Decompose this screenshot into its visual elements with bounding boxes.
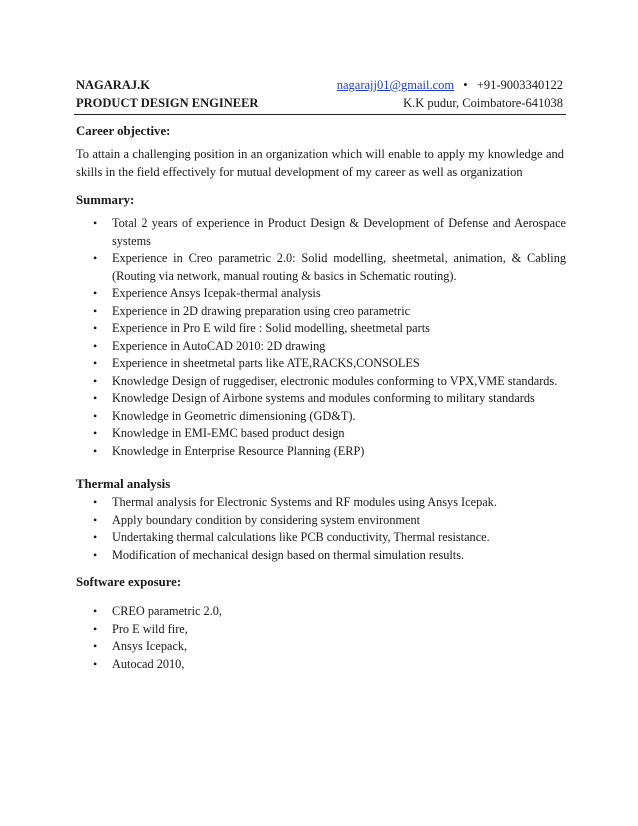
- thermal-heading: Thermal analysis: [76, 477, 171, 491]
- bullet-icon: •: [93, 356, 98, 370]
- candidate-name: NAGARAJ.K: [76, 78, 150, 92]
- bullet-icon: •: [93, 286, 98, 300]
- list-item: • Apply boundary condition by considering system environment: [76, 512, 566, 530]
- bullet-icon: •: [93, 639, 98, 653]
- software-list: [76, 603, 566, 673]
- bullet-icon: •: [93, 321, 98, 335]
- list-item: • Pro E wild fire,: [76, 621, 566, 639]
- list-item: • Experience in Creo parametric 2.0: Solid modelling, sheetmetal, animation, & Cabling (Routing via network, manual routing & basics in Schematic routing).: [93, 251, 566, 283]
- list-item: • Knowledge in Enterprise Resource Planning (ERP): [76, 443, 566, 461]
- bullet-icon: •: [93, 443, 98, 458]
- career-heading: Career objective:: [76, 124, 171, 138]
- separator-bullet: •: [463, 78, 468, 92]
- summary-list: [76, 215, 566, 460]
- bullet-icon: •: [93, 530, 98, 544]
- bullet-icon: •: [93, 338, 98, 353]
- list-item: • Total 2 years of experience in Product Design & Development of Defense and Aerospace systems: [93, 216, 566, 248]
- list-item: • Experience in Pro E wild fire : Solid modelling, sheetmetal parts: [76, 320, 566, 338]
- bullet-icon: •: [93, 604, 98, 618]
- list-item: • Autocad 2010,: [76, 656, 566, 674]
- list-item: • Knowledge Design of Airbone systems and modules conforming to military standards: [76, 390, 566, 408]
- bullet-icon: •: [93, 391, 98, 405]
- list-item: • Knowledge in EMI-EMC based product design: [76, 425, 566, 443]
- list-item: • Experience in sheetmetal parts like ATE,RACKS,CONSOLES: [76, 355, 566, 373]
- summary-heading: Summary:: [76, 193, 135, 207]
- software-heading: Software exposure:: [76, 575, 182, 589]
- list-item: • Ansys Icepack,: [76, 638, 566, 656]
- bullet-icon: •: [93, 621, 98, 636]
- contact-line: [337, 77, 563, 93]
- thermal-list: [76, 494, 566, 564]
- list-item: • Thermal analysis for Electronic Systems and RF modules using Ansys Icepak.: [76, 494, 566, 512]
- list-item: • Experience in AutoCAD 2010: 2D drawing: [76, 338, 566, 356]
- list-item: • Experience Ansys Icepak-thermal analysis: [76, 285, 566, 303]
- address: K.K pudur, Coimbatore-641038: [403, 96, 563, 110]
- bullet-icon: •: [93, 495, 98, 509]
- bullet-icon: •: [93, 373, 98, 388]
- bullet-icon: •: [93, 408, 98, 423]
- bullet-icon: •: [93, 426, 98, 440]
- list-item: • Knowledge in Geometric dimensioning (GD&T).: [76, 408, 566, 426]
- list-item: • Undertaking thermal calculations like PCB conductivity, Thermal resistance.: [76, 529, 566, 547]
- list-item: • CREO parametric 2.0,: [76, 603, 566, 621]
- bullet-icon: •: [93, 512, 98, 527]
- career-text: To attain a challenging position in an organization which will enable to apply my knowledge and skills in the field effectively for mutual development of my career as well as organization: [76, 147, 564, 179]
- list-item: • Knowledge Design of ruggediser, electronic modules conforming to VPX,VME standards.: [76, 373, 566, 391]
- phone-number: +91-9003340122: [476, 78, 563, 92]
- bullet-icon: •: [93, 303, 98, 318]
- bullet-icon: •: [93, 251, 98, 265]
- bullet-icon: •: [93, 216, 98, 230]
- bullet-icon: •: [93, 547, 98, 562]
- job-title: PRODUCT DESIGN ENGINEER: [76, 96, 259, 110]
- bullet-icon: •: [93, 656, 98, 671]
- list-item: • Experience in 2D drawing preparation using creo parametric: [76, 303, 566, 321]
- email-link[interactable]: nagarajj01@gmail.com: [336, 78, 455, 92]
- header-divider: [74, 114, 566, 115]
- list-item: • Modification of mechanical design based on thermal simulation results.: [76, 547, 566, 565]
